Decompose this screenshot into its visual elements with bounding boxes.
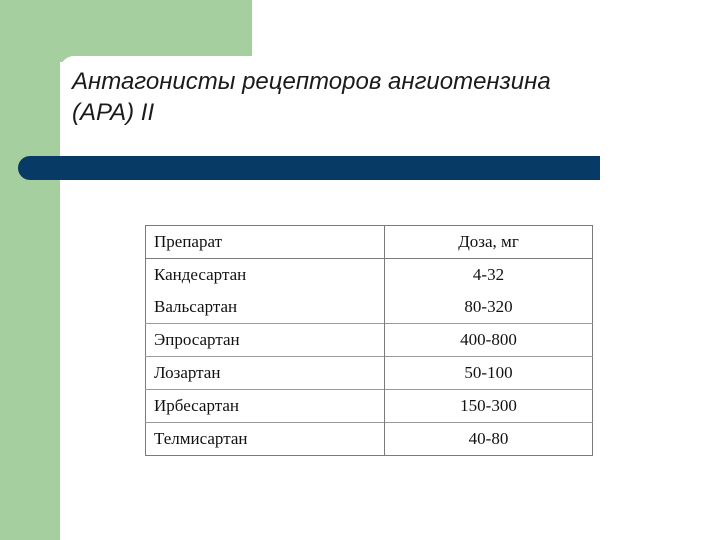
dose-cell: 400-800 xyxy=(385,324,593,357)
table-row xyxy=(146,357,593,390)
header-dose: Доза, мг xyxy=(385,226,593,259)
table-row xyxy=(146,324,593,357)
table-header-row xyxy=(146,226,593,259)
drug-name-cell: Кандесартан xyxy=(146,259,385,292)
dose-cell: 40-80 xyxy=(385,423,593,456)
table-row xyxy=(146,423,593,456)
table-row xyxy=(146,259,593,292)
drug-name-cell: Телмисартан xyxy=(146,423,385,456)
dose-cell: 4-32 xyxy=(472,265,505,284)
dose-table xyxy=(145,225,593,456)
drug-name-cell: Ирбесартан xyxy=(146,390,385,423)
header-drug: Препарат xyxy=(146,226,385,259)
title-underline-bar xyxy=(18,156,600,180)
slide-title: Антагонисты рецепторов ангиотензина (АРА) II xyxy=(72,68,551,126)
green-corner-block xyxy=(0,0,252,62)
dose-cell: 80-320 xyxy=(464,297,513,316)
green-sidebar-strip xyxy=(0,62,60,540)
drug-name-cell: Лозартан xyxy=(146,357,385,390)
table-row xyxy=(146,291,593,324)
drug-name-cell: Эпросартан xyxy=(146,324,385,357)
drug-name-cell: Вальсартан xyxy=(146,291,385,324)
dose-cell: 150-300 xyxy=(385,390,593,423)
dose-cell: 50-100 xyxy=(385,357,593,390)
table-row xyxy=(146,390,593,423)
